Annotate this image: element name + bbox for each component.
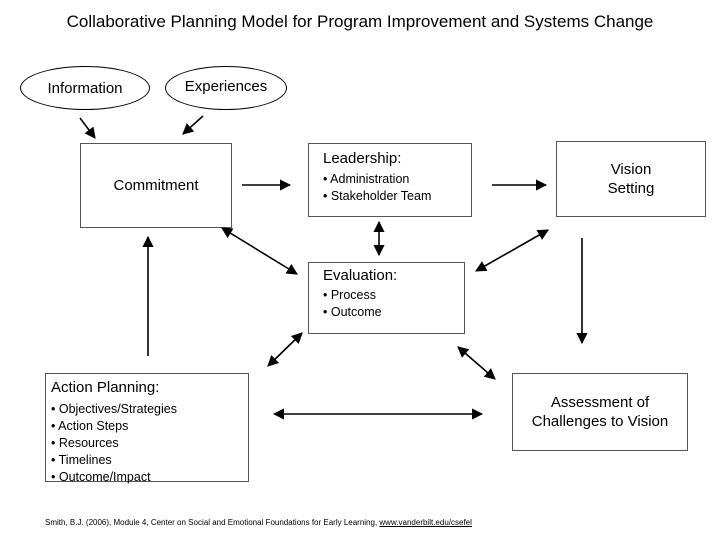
citation xyxy=(45,518,472,527)
leadership-item: • Stakeholder Team xyxy=(323,189,432,203)
arrow-action-evaluation xyxy=(268,333,302,366)
information-label: Information xyxy=(47,79,123,97)
action-planning-item: • Outcome/Impact xyxy=(51,470,151,484)
citation-text: Smith, B.J. (2006), Module 4, Center on Social and Emotional Foundations for Early Learning, xyxy=(45,518,380,527)
arrow-experiences-to-commitment xyxy=(183,116,203,134)
action-planning-item: • Action Steps xyxy=(51,419,129,433)
action-planning-item: • Objectives/Strategies xyxy=(51,402,177,416)
evaluation-heading: Evaluation: xyxy=(323,267,398,284)
citation-link[interactable]: www.vanderbilt.edu/csefel xyxy=(379,518,472,527)
arrow-commitment-evaluation xyxy=(222,228,297,274)
arrow-assessment-evaluation xyxy=(458,347,495,379)
leadership-item: • Administration xyxy=(323,172,410,186)
arrow-vision-evaluation xyxy=(476,230,548,271)
diagram-title: Collaborative Planning Model for Program Improvement and Systems Change xyxy=(66,12,654,31)
leadership-heading: Leadership: xyxy=(323,150,402,167)
commitment-label: Commitment xyxy=(113,177,199,194)
evaluation-item: • Outcome xyxy=(323,305,382,319)
action-planning-item: • Timelines xyxy=(51,453,112,467)
evaluation-item: • Process xyxy=(323,288,377,302)
action-planning-item: • Resources xyxy=(51,436,119,450)
arrow-information-to-commitment xyxy=(80,118,95,138)
assessment-line: Assessment of xyxy=(550,394,650,411)
vision-line: Setting xyxy=(607,180,655,197)
action-planning-heading: Action Planning: xyxy=(51,379,160,396)
assessment-line: Challenges to Vision xyxy=(531,413,669,430)
experiences-label: Experiences xyxy=(184,77,268,95)
vision-line: Vision xyxy=(610,161,652,178)
